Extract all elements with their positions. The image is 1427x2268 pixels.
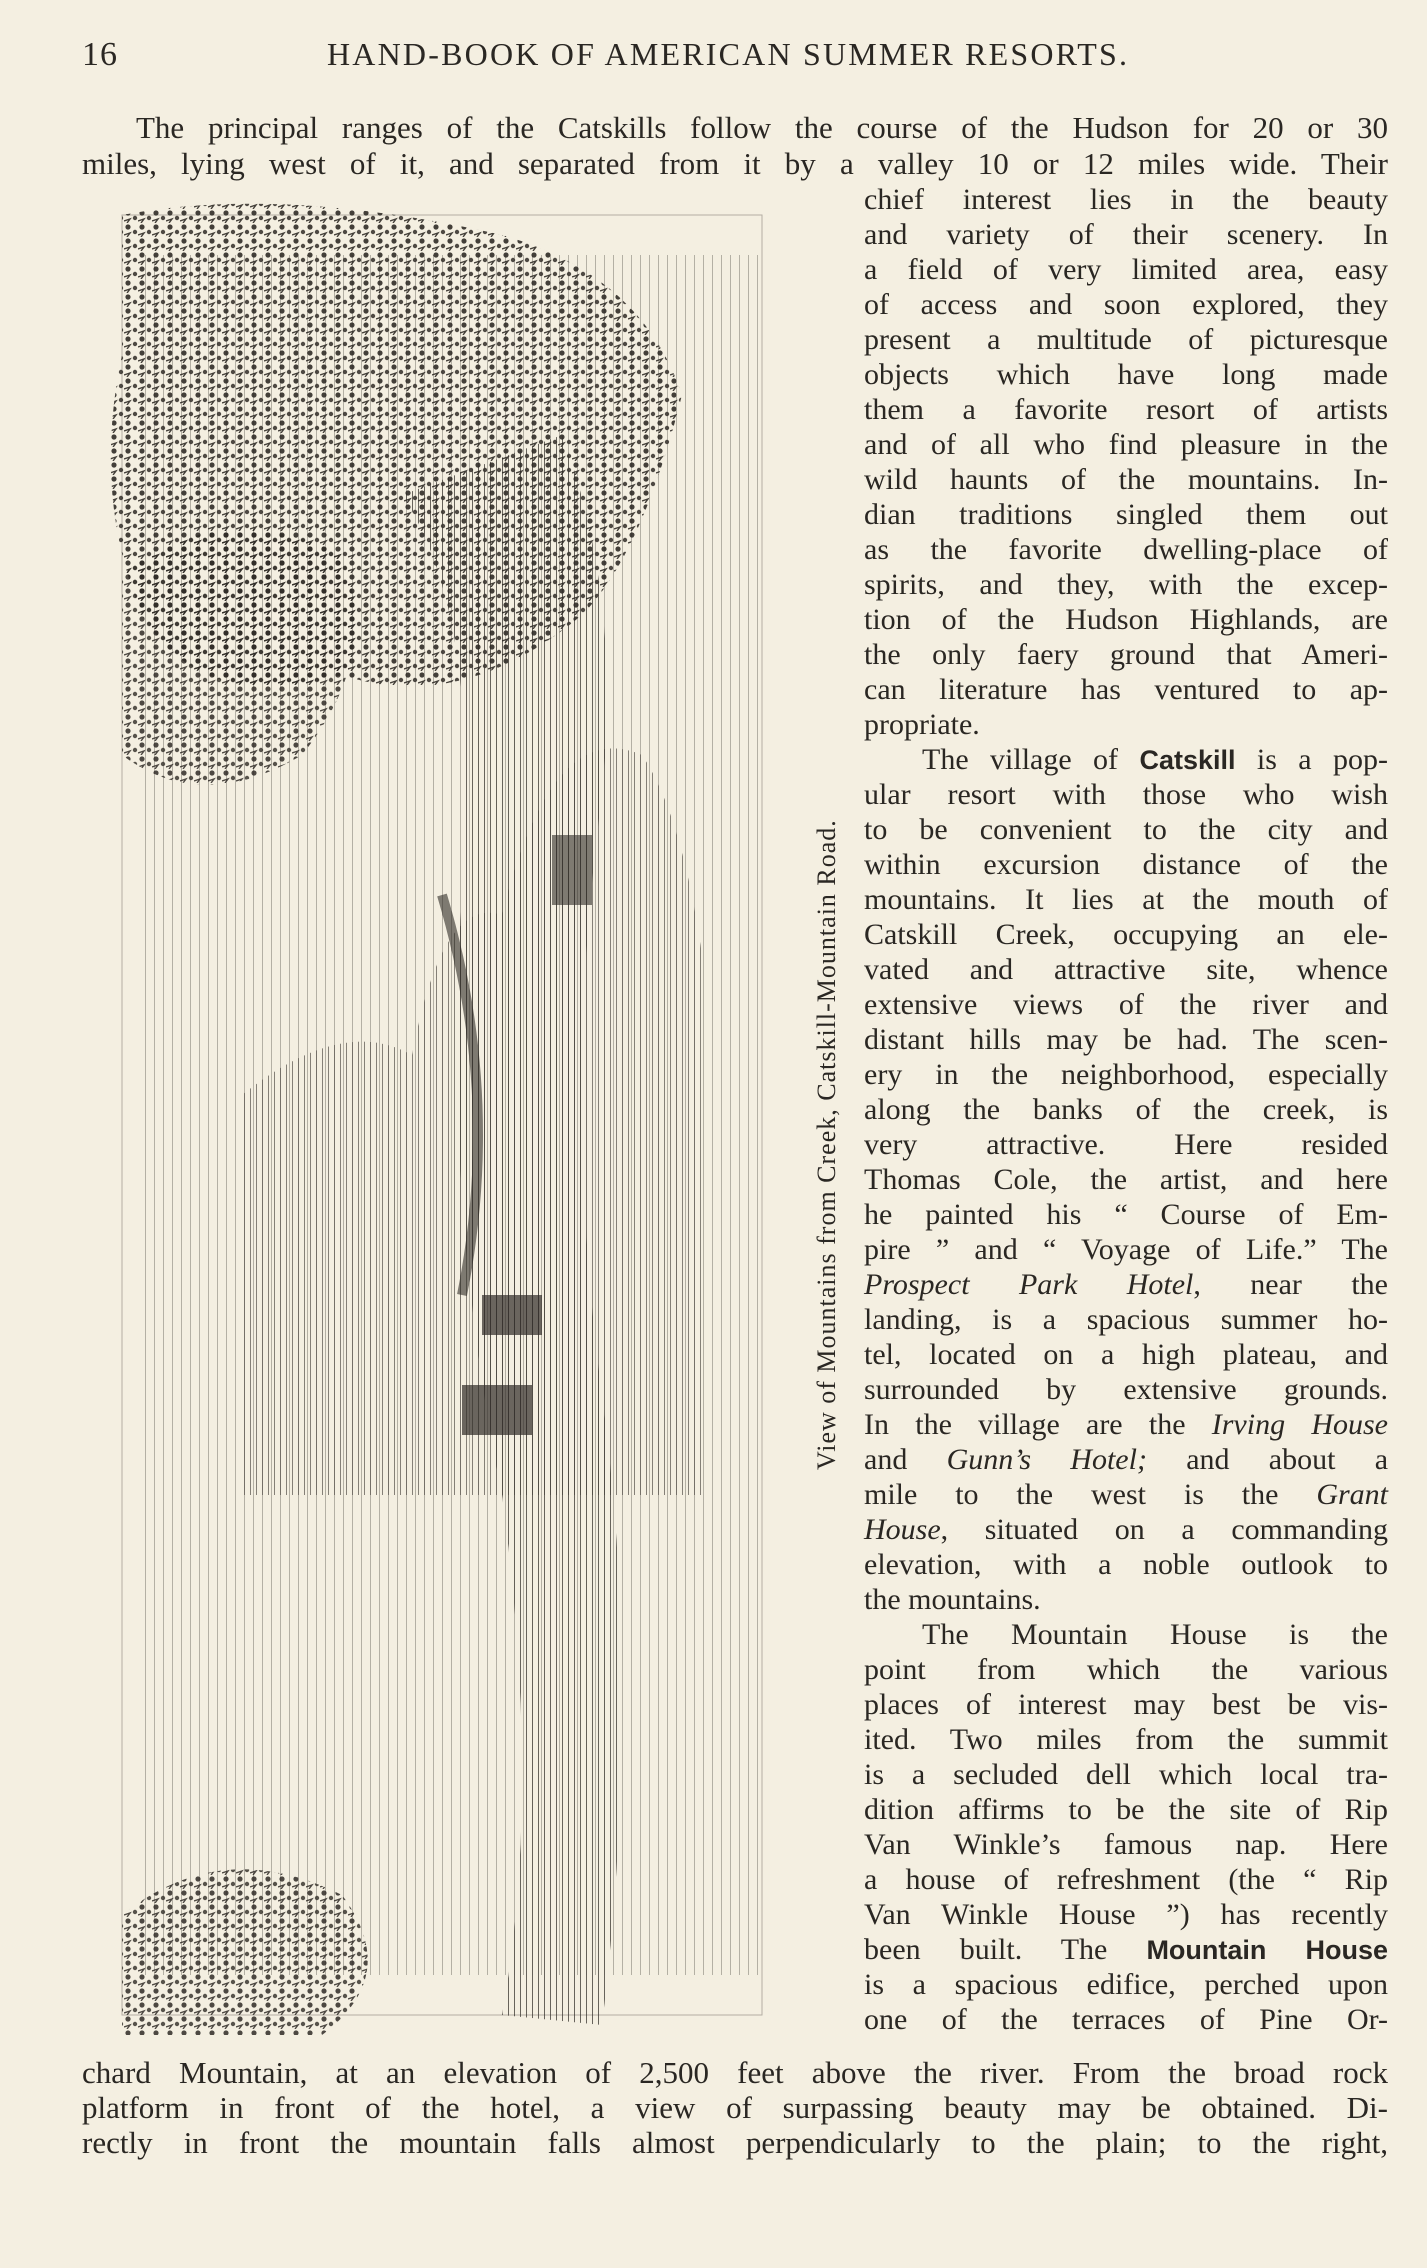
illustration-caption: View of Mountains from Creek, Catskill-Mountain Road. [812,819,841,1470]
column-line: within excursion distance of the [864,848,1388,881]
column-line: propriate. [864,708,980,741]
column-line: distant hills may be had. The scen- [864,1023,1388,1056]
paragraph-line: chard Mountain, at an elevation of 2,500 feet above the river. From the broad rock [82,2055,1388,2090]
paragraph-line: rectly in front the mountain falls almost perpendicularly to the plain; to the right, [82,2125,1388,2160]
column-line [864,1932,1388,1968]
column-line: is a spacious edifice, perched upon [864,1968,1388,2001]
column-line [864,1407,1388,1442]
hotel-name: House [864,1513,941,1546]
hotel-name: Irving House [1211,1408,1388,1441]
hotel-name: Gunn’s Hotel; [946,1443,1147,1476]
column-line: tion of the Hudson Highlands, are [864,603,1388,636]
column-line: objects which have long made [864,358,1388,391]
column-line: as the favorite dwelling-place of [864,533,1388,566]
column-line: ery in the neighborhood, especially [864,1058,1388,1091]
column-line: to be convenient to the city and [864,813,1388,846]
column-line: elevation, with a noble outlook to [864,1548,1388,1581]
column-line: a field of very limited area, easy [864,253,1388,286]
column-line: one of the terraces of Pine Or- [864,2003,1388,2036]
column-line: pire ” and “ Voyage of Life.” The [864,1233,1388,1266]
column-line: the mountains. [864,1583,1041,1616]
column-line: Catskill Creek, occupying an ele- [864,918,1388,951]
page-number: 16 [82,36,118,73]
column-line: he painted his “ Course of Em- [864,1198,1388,1231]
paragraph-line: The principal ranges of the Catskills follow the course of the Hudson for 20 or 30 [136,110,1388,145]
column-line: is a secluded dell which local tra- [864,1758,1388,1791]
column-line: a house of refreshment (the “ Rip [864,1863,1388,1896]
column-line [864,1442,1388,1477]
text-span: and [864,1443,947,1476]
column-line: extensive views of the river and [864,988,1388,1021]
column-line: point from which the various [864,1653,1388,1686]
column-line: mountains. It lies at the mouth of [864,883,1388,916]
text-span: mile to the west is the [864,1478,1317,1511]
place-name-catskill: Catskill [1139,745,1236,775]
text-span: , near the [1193,1268,1388,1301]
column-line [864,742,1388,778]
column-line: The Mountain House is the [922,1618,1388,1651]
page-header [82,36,1142,76]
column-line: landing, is a spacious summer ho- [864,1303,1388,1336]
column-line: tel, located on a high plateau, and [864,1338,1388,1371]
column-line: of access and soon explored, they [864,288,1388,321]
text-span: The village of [922,743,1140,776]
column-line: Van Winkle House ”) has recently [864,1898,1388,1931]
paragraph-line: platform in front of the hotel, a view of surpassing beauty may be obtained. Di- [82,2090,1388,2125]
hotel-name: Prospect Park Hotel [864,1268,1194,1301]
column-line [864,1512,1388,1547]
text-span: and about a [1146,1443,1389,1476]
place-name-mountain-house: Mountain House [1146,1935,1388,1965]
column-line: very attractive. Here resided [864,1128,1388,1161]
hotel-name: Grant [1316,1478,1388,1511]
text-span: is a pop- [1235,743,1388,776]
column-line: can literature has ventured to ap- [864,673,1388,706]
paragraph-line: miles, lying west of it, and separated from it by a valley 10 or 12 miles wide. Their [82,146,1388,181]
text-span: In the village are the [864,1408,1212,1441]
column-line: ited. Two miles from the summit [864,1723,1388,1756]
column-line [864,1477,1388,1512]
engraving-illustration [82,195,802,2045]
text-span: , situated on a commanding [940,1513,1388,1546]
column-line: along the banks of the creek, is [864,1093,1388,1126]
column-line: and variety of their scenery. In [864,218,1388,251]
column-line: vated and attractive site, whence [864,953,1388,986]
text-span: been built. The [864,1933,1147,1966]
column-line [864,1267,1388,1302]
column-line: surrounded by extensive grounds. [864,1373,1388,1406]
column-line: wild haunts of the mountains. In- [864,463,1388,496]
column-line: places of interest may best be vis- [864,1688,1388,1721]
running-head: HAND-BOOK OF AMERICAN SUMMER RESORTS. [327,36,1130,72]
column-line: chief interest lies in the beauty [864,183,1388,216]
column-line: present a multitude of picturesque [864,323,1388,356]
column-line: and of all who find pleasure in the [864,428,1388,461]
column-line: spirits, and they, with the excep- [864,568,1388,601]
column-line: them a favorite resort of artists [864,393,1388,426]
column-line: dition affirms to be the site of Rip [864,1793,1388,1826]
column-line: dian traditions singled them out [864,498,1388,531]
column-line: Thomas Cole, the artist, and here [864,1163,1388,1196]
column-line: Van Winkle’s famous nap. Here [864,1828,1388,1861]
engraving-image [82,195,802,2045]
column-line: the only faery ground that Ameri- [864,638,1388,671]
column-line: ular resort with those who wish [864,778,1388,811]
